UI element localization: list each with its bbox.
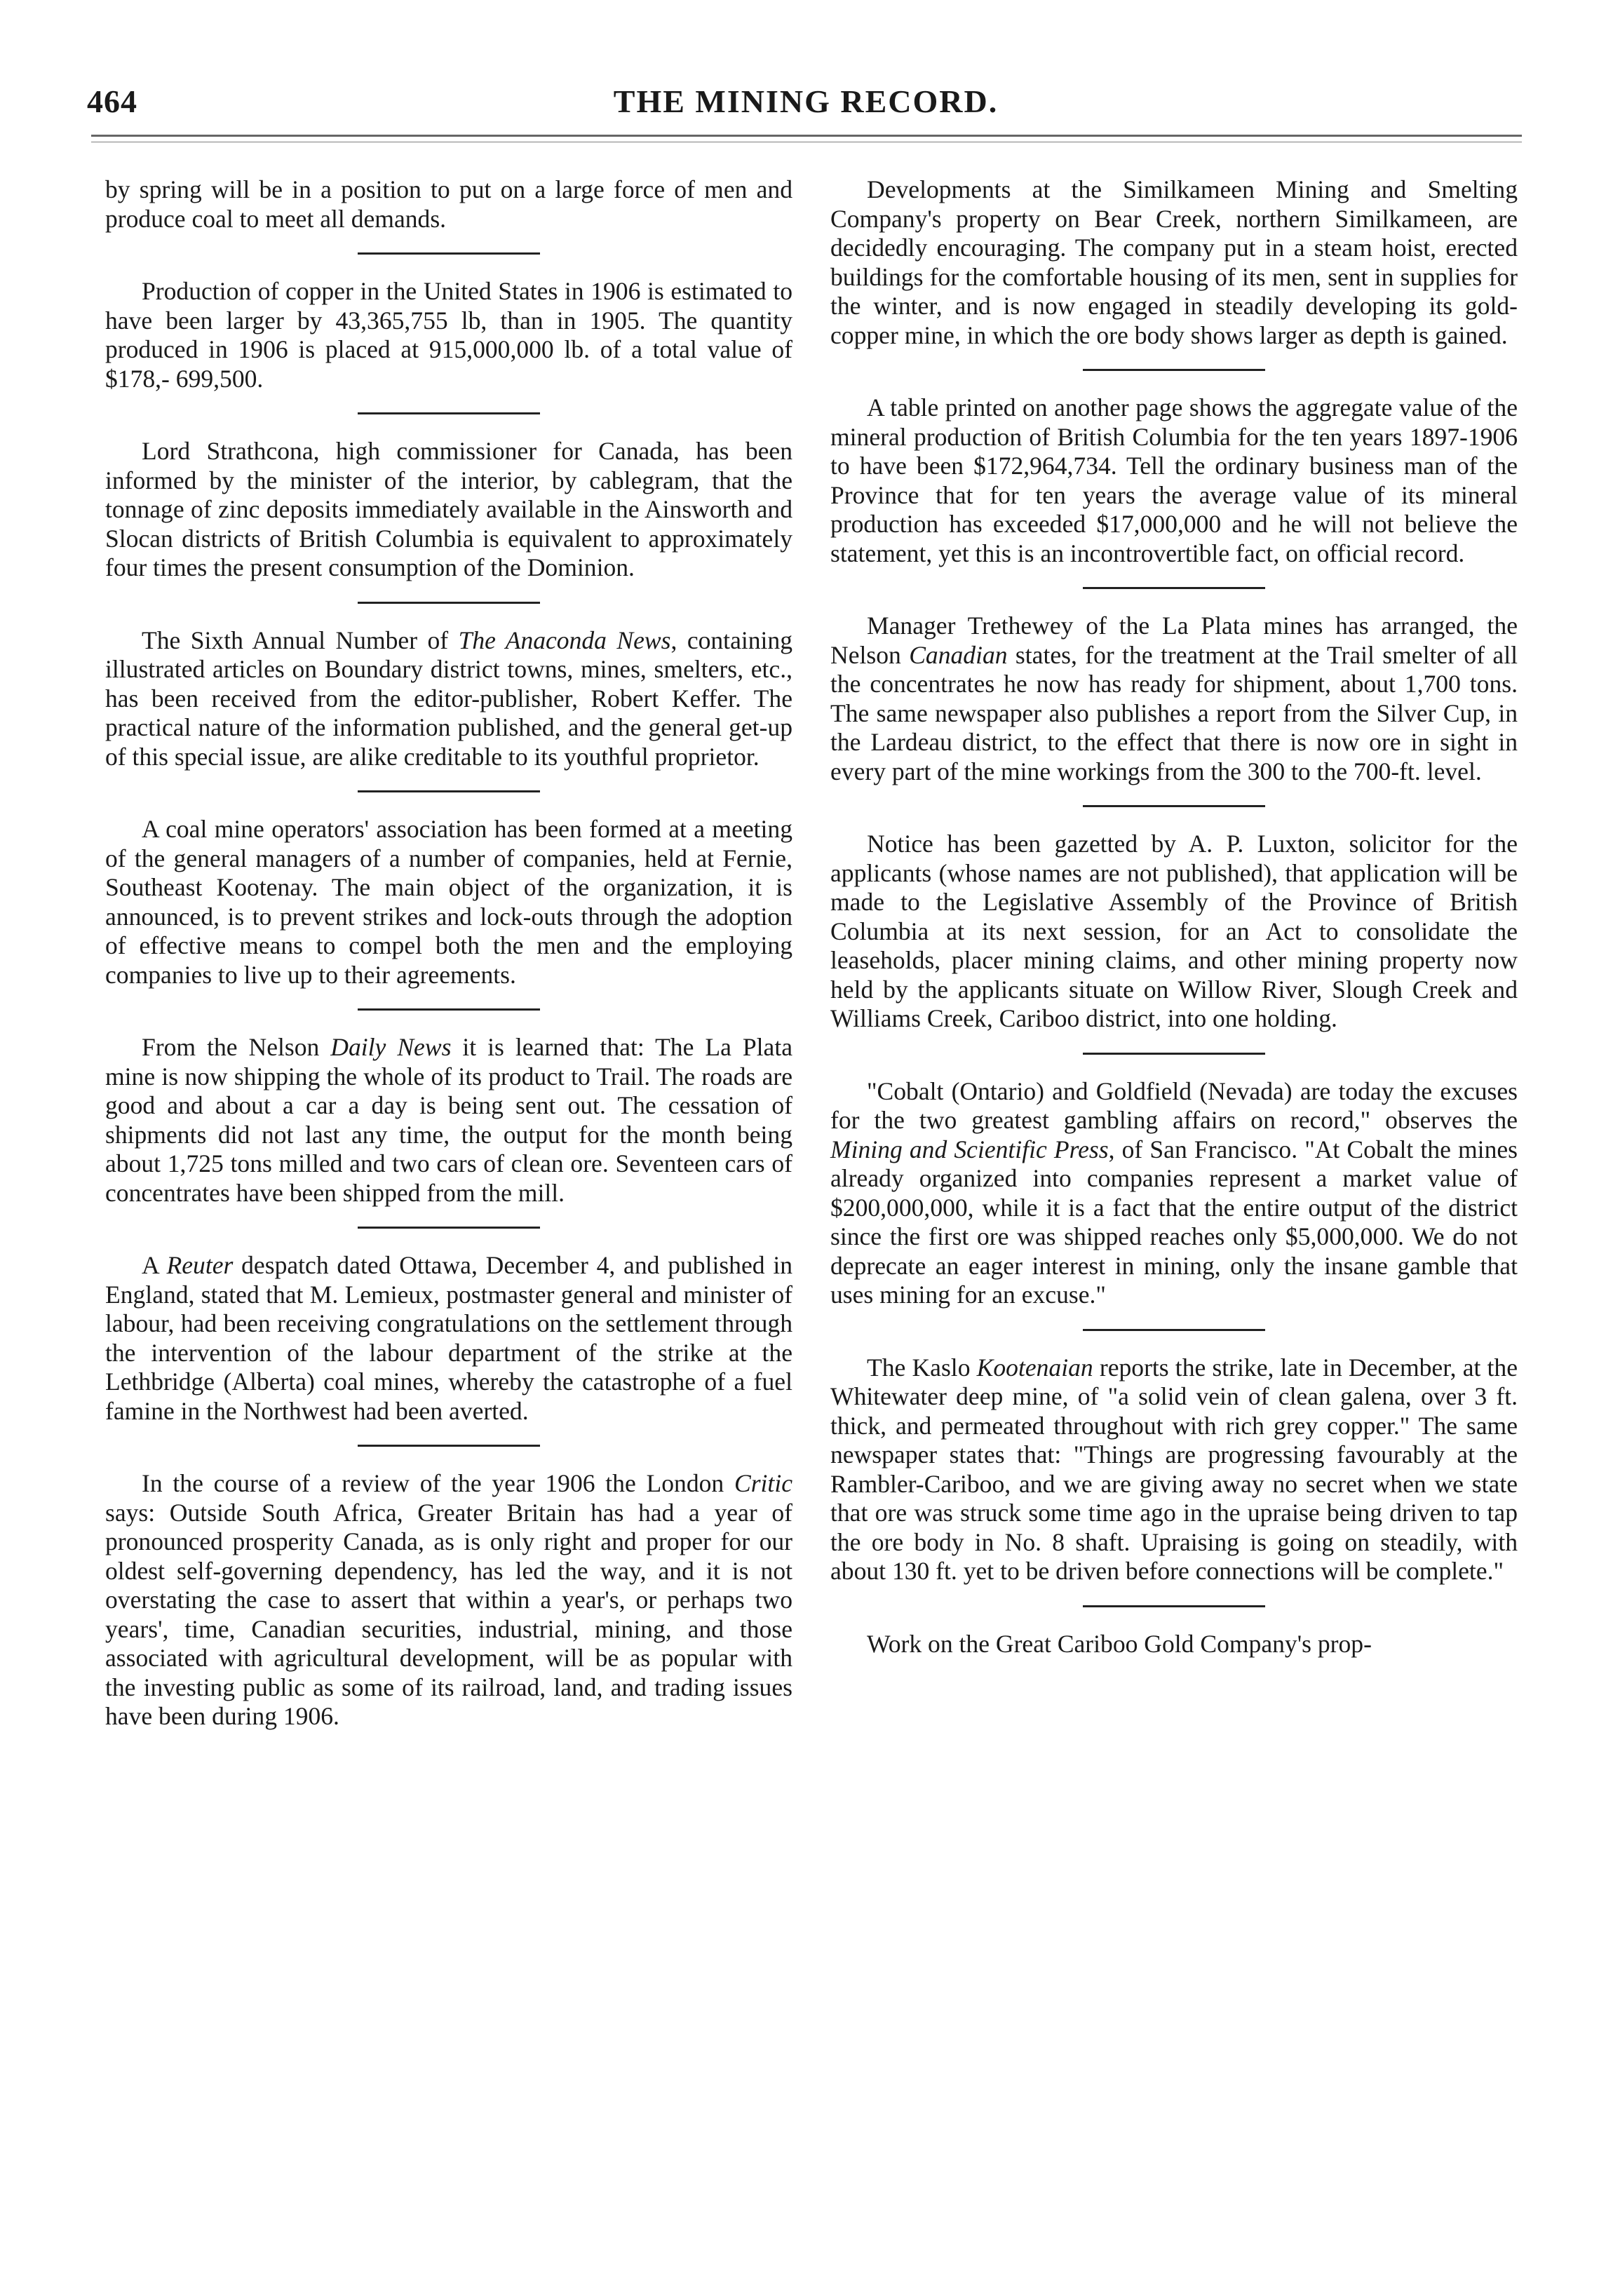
item-separator xyxy=(358,1227,540,1229)
item-separator xyxy=(358,790,540,792)
news-item: Notice has been gazetted by A. P. Luxton, solicitor for the applicants (whose names are not published), that application will be made to the Legislative Assembly of the Province of British Columbia at its next session, for an Act to consolidate the leaseholds, placer mining claims, and other mining property now held by the applicants situate on Willow River, Slough Creek and Williams Creek, Cariboo district, into one holding. xyxy=(830,830,1518,1032)
page-number: 464 xyxy=(87,83,137,119)
news-item: Manager Trethewey of the La Plata mines has arranged, the Nelson Canadian states, for the treatment at the Trail smelter of all the concentrates he now has ready for shipment, about 1,700 tons. The same newspaper also publishes a report from the Silver Cup, in the Lardeau district, to the effect that there is now ore in sight in every part of the mine workings from the 300 to the 700-ft. level. xyxy=(830,612,1518,785)
item-separator xyxy=(1083,369,1265,371)
right-column xyxy=(830,175,1518,1659)
news-item: From the Nelson Daily News it is learned that: The La Plata mine is now shipping the whole of its product to Trail. The roads are good and about a car a day is being sent out. The cessation of shipments did not last any time, the output for the month being about 1,725 tons milled and two cars of clean ore. Seventeen cars of concentrates have been shipped from the mill. xyxy=(105,1033,793,1207)
item-separator xyxy=(1083,1329,1265,1331)
news-item: In the course of a review of the year 1906 the London Critic says: Outside South Africa, Greater Britain has had a year of pronounced prosperity Canada, as is only right and proper for our oldest self-governing dependency, has led the way, and it is not overstating the case to assert that within a year's, or perhaps two years', time, Canadian securities, industrial, mining, and those associated with agricultural development, will be as popular with the investing public as some of its railroad, land, and trading issues have been during 1906. xyxy=(105,1469,792,1730)
left-column xyxy=(105,175,792,1731)
news-item: Work on the Great Cariboo Gold Company's prop- xyxy=(867,1629,1372,1658)
item-separator xyxy=(358,1008,540,1011)
item-separator xyxy=(358,412,540,414)
page-header xyxy=(87,83,1525,132)
news-item: A table printed on another page shows the aggregate value of the mineral production of British Columbia for the ten years 1897-1906 to have been $172,964,734. Tell the ordinary business man of the Province that for ten years the average value of its mineral production has exceeded $17,000,000 and he will not believe the statement, yet this is an incontrovertible fact, on official record. xyxy=(830,393,1518,567)
news-item: The Sixth Annual Number of The Anaconda News, containing illustrated articles on Boundary district towns, mines, smelters, etc., has been received from the editor-publisher, Robert Keffer. The practical nature of the information published, and the general get-up of this special issue, are alike creditable to its youthful proprietor. xyxy=(105,626,792,771)
header-rule xyxy=(91,135,1522,142)
news-item: Lord Strathcona, high commissioner for Canada, has been informed by the minister of the interior, by cablegram, that the tonnage of zinc deposits immediately available in the Ainsworth and Slocan districts of British Columbia is equivalent to approximately four times the present consumption of the Dominion. xyxy=(105,437,792,581)
item-separator xyxy=(1083,587,1265,589)
news-item: Developments at the Similkameen Mining and Smelting Company's property on Bear Creek, northern Similkameen, are decidedly encouraging. The company put in a steam hoist, erected buildings for the comfortable housing of its men, sent in supplies for the winter, and is now engaged in steadily developing its gold-copper mine, in which the ore body shows larger as depth is gained. xyxy=(830,175,1518,349)
news-item: by spring will be in a position to put on a large force of men and produce coal to meet all demands. xyxy=(105,175,792,233)
item-separator xyxy=(358,252,540,255)
news-item: A coal mine operators' association has been formed at a meeting of the general managers of a number of companies, held at Fernie, Southeast Kootenay. The main object of the organization, it is announced, is to prevent strikes and lock-outs through the adoption of effective means to compel both the men and the employing companies to live up to their agreements. xyxy=(105,815,792,989)
news-item: A Reuter despatch dated Ottawa, December 4, and published in England, stated that M. Lemieux, postmaster general and minister of labour, had been receiving congratulations on the settlement through the intervention of the labour department of the strike at the Lethbridge (Alberta) coal mines, whereby the catastrophe of a fuel famine in the Northwest had been averted. xyxy=(105,1251,792,1425)
news-item: "Cobalt (Ontario) and Goldfield (Nevada) are today the excuses for the two greatest gambling affairs on record," observes the Mining and Scientific Press, of San Francisco. "At Cobalt the mines already organized into companies represent a market value of $200,000,000, while it is a fact that the entire output of the district since the first ore was shipped reaches only $5,000,000. We do not deprecate an eager interest in mining, only the insane gamble that uses mining for an excuse." xyxy=(830,1076,1518,1309)
item-separator xyxy=(1083,805,1265,807)
running-title: THE MINING RECORD. xyxy=(613,83,999,119)
item-separator xyxy=(1083,1053,1265,1055)
item-separator xyxy=(1083,1605,1265,1607)
item-separator xyxy=(358,602,540,604)
news-item: The Kaslo Kootenaian reports the strike, late in December, at the Whitewater deep mine, of "a solid vein of clean galena, over 3 ft. thick, and permeated throughout with rich grey copper." The same newspaper states that: "Things are progressing favourably at the Rambler-Cariboo, and we are giving away no secret when we state that ore was struck some time ago in the upraise being driven to tap the ore body in No. 8 shaft. Upraising is going on steadily, with about 130 ft. yet to be driven before connections will be complete." xyxy=(830,1353,1518,1585)
item-separator xyxy=(358,1445,540,1447)
news-item: Production of copper in the United States in 1906 is estimated to have been larger by 43,365,755 lb, than in 1905. The quantity produced in 1906 is placed at 915,000,000 lb. of a total value of $178,- 699,500. xyxy=(105,277,792,393)
